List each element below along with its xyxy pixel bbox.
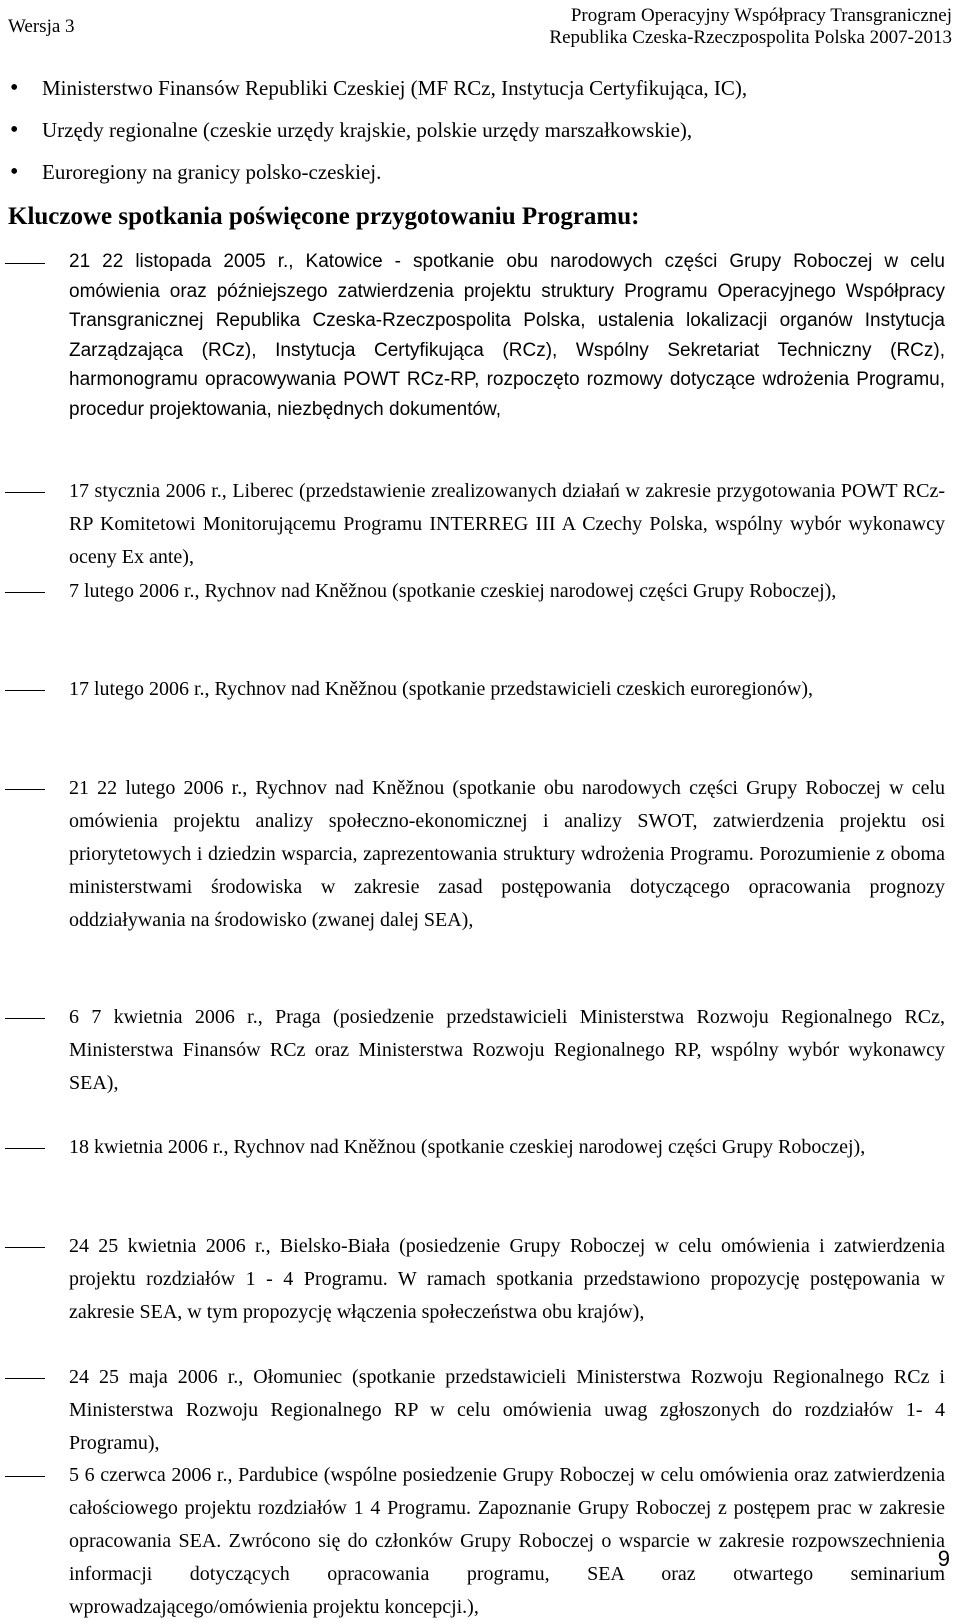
header-title-line2: Republika Czeska-Rzeczpospolita Polska 2007-2013 (549, 27, 952, 48)
meeting-item (69, 1459, 945, 1624)
dash-marker (5, 1018, 45, 1019)
dash-marker (5, 1148, 45, 1149)
meeting-date: 24 25 maja 2006 r. (69, 1366, 239, 1388)
meeting-description: , Pardubice (wspólne posiedzenie Grupy Roboczej w celu omówienia oraz zatwierdzenia całościowego projektu rozdziałów 1 4 Programu. Zapoznanie Grupy Roboczej z postępem prac w zakresie opracowania SEA. Zwrócono się do członków Grupy Roboczej o wsparcie w zakresie rozpowszechnienia informacji dotyczących opracowania programu, SEA oraz otwartego seminarium wprowadzającego/omówienia projektu koncepcji.), (69, 1464, 946, 1618)
meeting-item (69, 1131, 945, 1164)
meeting-item (69, 475, 945, 574)
meeting-description: , Rychnov nad Kněžnou (spotkanie przedstawicieli czeskich euroregionów), (204, 678, 813, 700)
meeting-item (69, 1230, 945, 1329)
meeting-description: , Rychnov nad Kněžnou (spotkanie czeskiej narodowej części Grupy Roboczej), (223, 1136, 866, 1158)
meeting-description: , Katowice - spotkanie obu narodowych części Grupy Roboczej w celu omówienia oraz późniejszego zatwierdzenia projektu struktury Programu Operacyjnego Współpracy Transgranicznej Republika Czeska-Rzeczpospolita Polska, ustalenia lokalizacji organów Instytucja Zarządzająca (RCz), Instytucja Certyfikująca (RCz), Wspólny Sekretariat Techniczny (RCz), harmonogramu opracowywania POWT RCz-RP, rozpoczęto rozmowy dotyczące wdrożenia Programu, procedur projektowania, niezbędnych dokumentów, (69, 251, 945, 420)
meeting-description: , Rychnov nad Kněžnou (spotkanie czeskiej narodowej części Grupy Roboczej), (194, 580, 837, 602)
dash-marker (5, 789, 45, 790)
meeting-date: 17 lutego 2006 r. (69, 678, 205, 700)
header-title (549, 5, 952, 49)
meeting-date: 7 lutego 2006 r. (69, 580, 195, 602)
header-title-line1: Program Operacyjny Współpracy Transgranicznej (570, 5, 952, 26)
meeting-description: , Praga (posiedzenie przedstawicieli Ministerstwa Rozwoju Regionalnego RCz, Ministerstwa Finansów RCz oraz Ministerstwa Rozwoju Regionalnego RP, wspólny wybór wykonawcy SEA), (69, 1006, 945, 1094)
bullet-item: • Ministerstwo Finansów Republiki Czeskiej (MF RCz, Instytucja Certyfikująca, IC), (10, 69, 950, 111)
meeting-date: 17 stycznia 2006 r. (69, 480, 222, 502)
dash-marker (5, 1378, 45, 1379)
meeting-date: 24 25 kwietnia 2006 r. (69, 1235, 266, 1257)
meeting-description: , Rychnov nad Kněžnou (spotkanie obu narodowych części Grupy Roboczej w celu omówienia projektu analizy społeczno-ekonomicznej i analizy SWOT, zatwierdzenia projektu osi priorytetowych i dziedzin wsparcia, zaprezentowania struktury wdrożenia Programu. Porozumienie z oboma ministerstwami środowiska w zakresie zasad postępowania dotyczącego opracowania prognozy oddziaływania na środowisko (zwanej dalej SEA), (69, 777, 946, 931)
meeting-description: , Ołomuniec (spotkanie przedstawicieli Ministerstwa Rozwoju Regionalnego RCz i Ministerstwa Rozwoju Regionalnego RP w celu omówienia uwag zgłoszonych do rozdziałów 1- 4 Programu), (69, 1366, 945, 1454)
dash-marker (5, 1476, 45, 1477)
meeting-date: 21 22 lutego 2006 r. (69, 777, 243, 799)
header-version: Wersja 3 (8, 16, 75, 37)
meeting-description: , Liberec (przedstawienie zrealizowanych działań w zakresie przygotowania POWT RCz-RP Komitetowi Monitorującemu Programu INTERREG III A Czechy Polska, wspólny wybór wykonawcy oceny Ex ante), (69, 480, 945, 568)
dash-marker (5, 263, 45, 264)
meeting-date: 21 22 listopada 2005 r. (69, 251, 289, 272)
meeting-description: , Bielsko-Biała (posiedzenie Grupy Roboczej w celu omówienia i zatwierdzenia projektu rozdziałów 1 - 4 Programu. W ramach spotkania przedstawiono propozycję postępowania w zakresie SEA, w tym propozycję włączenia społeczeństwa obu krajów), (69, 1235, 945, 1323)
meeting-item (69, 1361, 945, 1460)
bullet-item: • Urzędy regionalne (czeskie urzędy krajskie, polskie urzędy marszałkowskie), (10, 111, 950, 153)
meeting-item (69, 772, 945, 937)
meeting-item (69, 575, 945, 608)
section-heading: Kluczowe spotkania poświęcone przygotowaniu Programu: (8, 203, 640, 230)
dash-marker (5, 690, 45, 691)
meeting-date: 6 7 kwietnia 2006 r. (69, 1006, 258, 1028)
meeting-date: 5 6 czerwca 2006 r. (69, 1464, 228, 1486)
meeting-item (69, 247, 945, 424)
meeting-item (69, 673, 945, 706)
dash-marker (5, 492, 45, 493)
dash-marker (5, 1247, 45, 1248)
dash-marker (5, 592, 45, 593)
page-number: 9 (937, 1546, 950, 1571)
meeting-item (69, 1001, 945, 1100)
bullet-item: • Euroregiony na granicy polsko-czeskiej. (10, 153, 950, 195)
institution-bullet-list (10, 69, 950, 195)
meeting-date: 18 kwietnia 2006 r. (69, 1136, 224, 1158)
